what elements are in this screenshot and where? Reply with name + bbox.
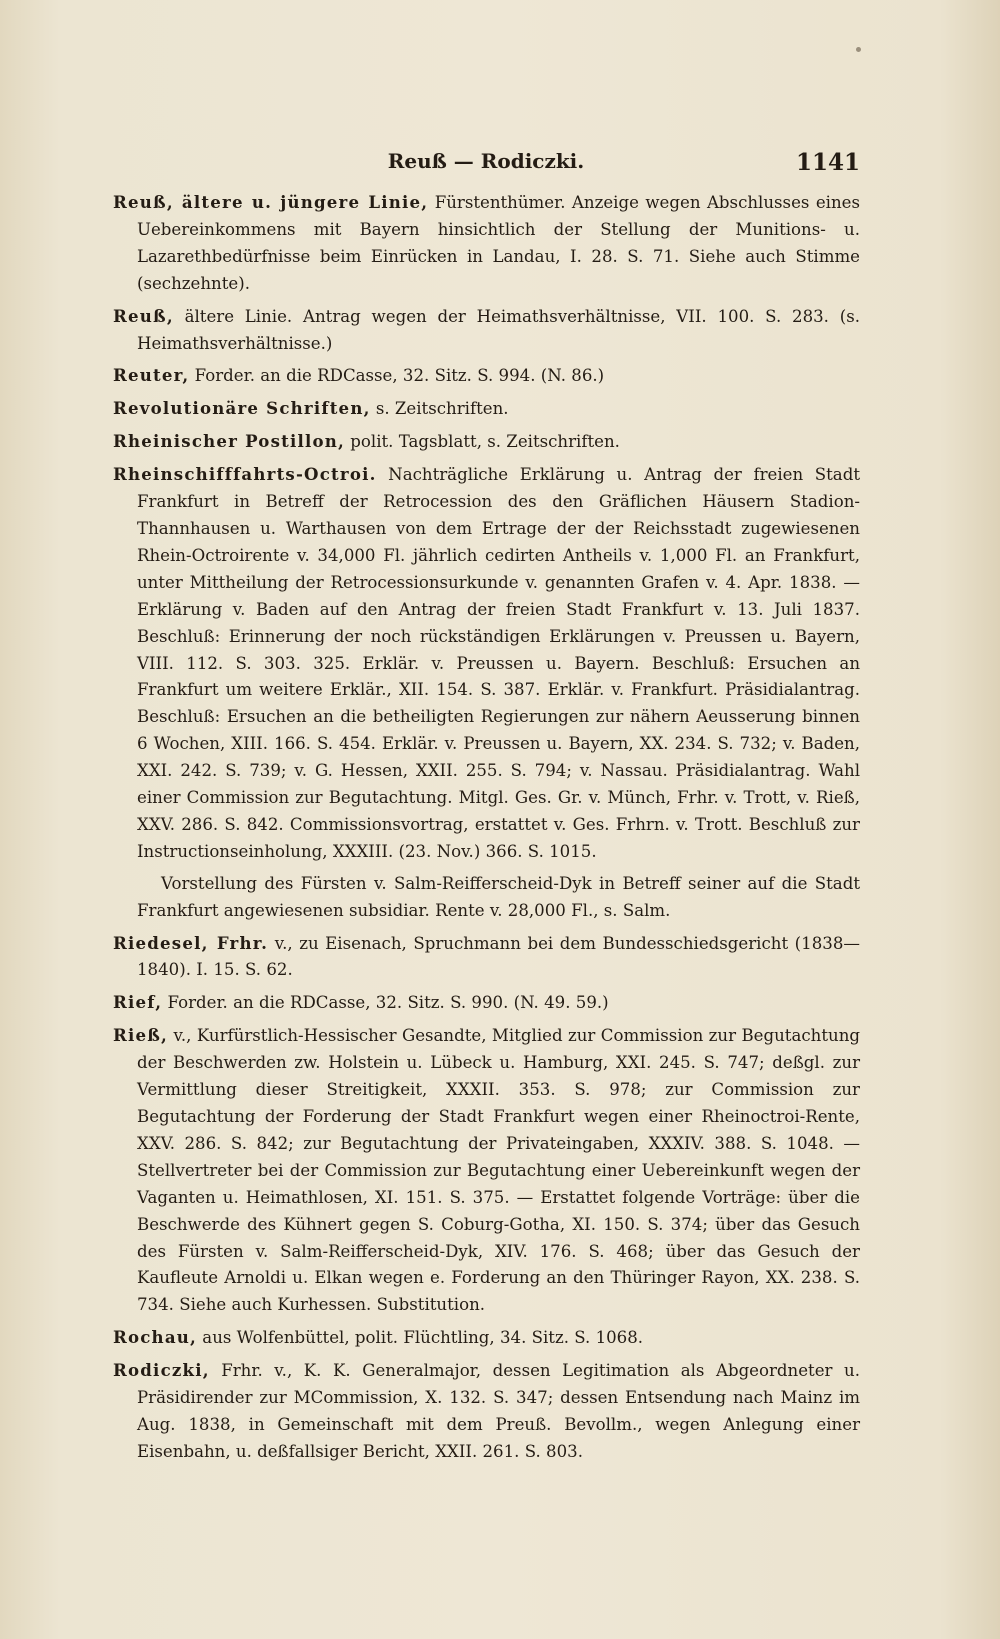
index-entries bbox=[113, 189, 860, 1471]
index-entry bbox=[113, 362, 860, 390]
entry-text: Fürstenthümer. Anzeige wegen Abschlusses eines Uebereinkommens mit Bayern hinsichtlich der Stellung der Munitions- u. Lazarethbedürfnisse beim Einrücken in Landau, I. 28. S. 71. Siehe auch Stimme (sechzehnte). bbox=[137, 193, 860, 293]
entry-heading: Rodiczki, bbox=[113, 1360, 210, 1381]
entry-text: v., zu Eisenach, Spruchmann bei dem Bundesschiedsgericht (1838—1840). I. 15. S. 62. bbox=[137, 933, 860, 980]
entry-heading: Rheinschifffahrts-Octroi. bbox=[113, 464, 377, 485]
entry-text: aus Wolfenbüttel, polit. Flüchtling, 34. Sitz. S. 1068. bbox=[197, 1328, 644, 1348]
entry-text: ältere Linie. Antrag wegen der Heimathsverhältnisse, VII. 100. S. 283. (s. Heimathsverhältnisse.) bbox=[137, 306, 860, 353]
index-entry bbox=[113, 989, 860, 1017]
entry-text: Forder. an die RDCasse, 32. Sitz. S. 994. (N. 86.) bbox=[189, 366, 605, 386]
index-entry-continuation bbox=[113, 871, 860, 925]
entry-text: Frhr. v., K. K. Generalmajor, dessen Legitimation als Abgeordneter u. Präsidirender zur MCommission, X. 132. S. 347; dessen Entsendung nach Mainz im Aug. 1838, in Gemeinschaft mit dem Preuß. Bevollm., wegen Anlegung einer Eisenbahn, u. deßfallsiger Bericht, XXII. 261. S. 803. bbox=[137, 1361, 860, 1461]
entry-heading: Riedesel, Frhr. bbox=[113, 932, 269, 953]
index-entry bbox=[113, 1357, 860, 1466]
entry-heading: Rochau, bbox=[113, 1327, 198, 1348]
entry-heading: Reuter, bbox=[113, 365, 190, 386]
entry-text: Forder. an die RDCasse, 32. Sitz. S. 990. (N. 49. 59.) bbox=[162, 993, 609, 1013]
index-entry bbox=[113, 428, 860, 456]
entry-heading: Revolutionäre Schriften, bbox=[113, 398, 371, 419]
index-entry bbox=[113, 1022, 860, 1319]
entry-text: Nachträgliche Erklärung u. Antrag der freien Stadt Frankfurt in Betreff der Retrocession des den Gräflichen Häusern Stadion-Thannhausen u. Warthausen von dem Ertrage der der Reichsstadt zugewiesenen Rhein-Octroirente v. 34,000 Fl. jährlich cedirten Antheils v. 1,000 Fl. an Frankfurt, unter Mittheilung der Retrocessionsurkunde v. genannten Grafen v. 4. Apr. 1838. — Erklärung v. Baden auf den Antrag der freien Stadt Frankfurt v. 13. Juli 1837. Beschluß: Erinnerung der noch rückständigen Erklärungen v. Preussen u. Bayern, VIII. 112. S. 303. 325. Erklär. v. Preussen u. Bayern. Beschluß: Ersuchen an Frankfurt um weitere Erklär., XII. 154. S. 387. Erklär. v. Frankfurt. Präsidialantrag. Beschluß: Ersuchen an die betheiligten Regierungen zur nähern Aeusserung binnen 6 Wochen, XIII. 166. S. 454. Erklär. v. Preussen u. Bayern, XX. 234. S. 732; v. Baden, XXI. 242. S. 739; v. G. Hessen, XXII. 255. S. 794; v. Nassau. Präsidialantrag. Wahl einer Commission zur Begutachtung. Mitgl. Ges. Gr. v. Münch, Frhr. v. Trott, v. Rieß, XXV. 286. S. 842. Commissionsvortrag, erstattet v. Ges. Frhrn. v. Trott. Beschluß zur Instructionseinholung, XXXIII. (23. Nov.) 366. S. 1015. bbox=[137, 465, 860, 861]
index-entry bbox=[113, 930, 860, 985]
index-entry bbox=[113, 303, 860, 358]
entry-heading: Reuß, ältere u. jüngere Linie, bbox=[113, 192, 429, 212]
entry-text: v., Kurfürstlich-Hessischer Gesandte, Mitglied zur Commission zur Begutachtung der Beschwerden zw. Holstein u. Lübeck u. Hamburg, XXI. 245. S. 747; deßgl. zur Vermittlung dieser Streitigkeit, XXXII. 353. S. 978; zur Commission zur Begutachtung der Forderung der Stadt Frankfurt wegen einer Rheinoctroi-Rente, XXV. 286. S. 842; zur Begutachtung der Privateingaben, XXXIV. 388. S. 1048. — Stellvertreter bei der Commission zur Begutachtung einer Uebereinkunft wegen der Vaganten u. Heimathlosen, XI. 151. S. 375. — Erstattet folgende Vorträge: über die Beschwerde des Kühnert gegen S. Coburg-Gotha, XI. 150. S. 374; über das Gesuch des Fürsten v. Salm-Reifferscheid-Dyk, XIV. 176. S. 468; über das Gesuch der Kaufleute Arnoldi u. Elkan wegen e. Forderung an den Thüringer Rayon, XX. 238. S. 734. Siehe auch Kurhessen. Substitution. bbox=[137, 1026, 860, 1315]
index-entry bbox=[113, 189, 860, 298]
entry-text: s. Zeitschriften. bbox=[370, 399, 509, 419]
index-entry bbox=[113, 1324, 860, 1352]
entry-text: Vorstellung des Fürsten v. Salm-Reifferscheid-Dyk in Betreff seiner auf die Stadt Frankfurt angewiesenen subsidiar. Rente v. 28,000 Fl., s. Salm. bbox=[137, 873, 860, 920]
entry-text: polit. Tagsblatt, s. Zeitschriften. bbox=[345, 432, 620, 452]
index-entry bbox=[113, 395, 860, 423]
running-header bbox=[112, 149, 860, 183]
entry-heading: Rief, bbox=[113, 992, 163, 1013]
paper-speck bbox=[856, 47, 861, 52]
entry-heading: Reuß, bbox=[113, 305, 174, 326]
entry-heading: Rheinischer Postillon, bbox=[113, 431, 345, 452]
index-entry bbox=[113, 461, 860, 866]
page-number: 1141 bbox=[795, 149, 860, 176]
entry-heading: Rieß, bbox=[113, 1025, 169, 1046]
header-title: Reuß — Rodiczki. bbox=[387, 149, 585, 173]
